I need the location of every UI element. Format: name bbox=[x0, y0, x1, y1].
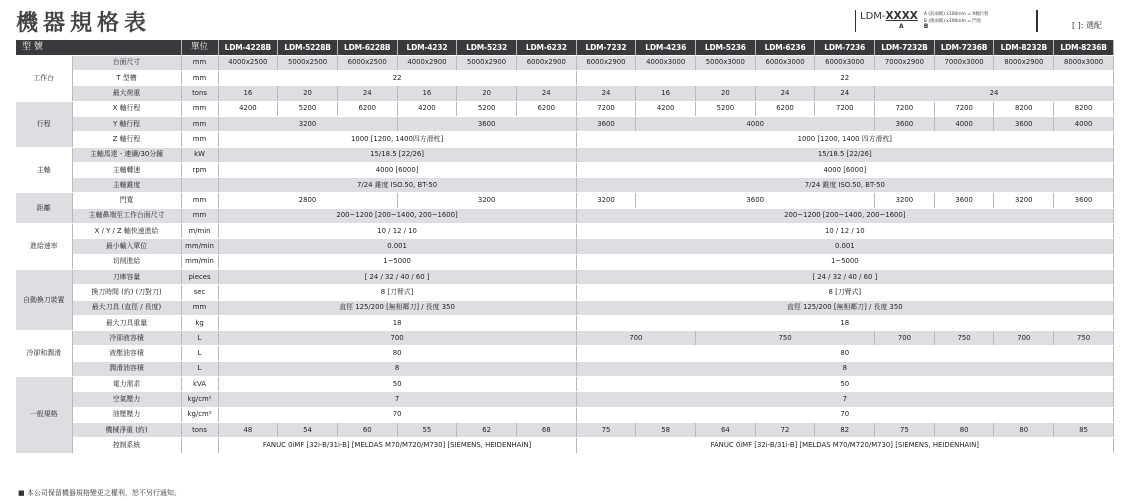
value-cell: 2800 bbox=[218, 193, 397, 208]
unit-cell: mm bbox=[181, 55, 218, 70]
unit-cell: kVA bbox=[181, 377, 218, 392]
table-row bbox=[16, 116, 1114, 131]
table-row bbox=[16, 438, 1114, 453]
value-cell: 16 bbox=[218, 86, 278, 101]
value-cell: 1000 [1200, 1400 四方滑枕] bbox=[576, 132, 1113, 147]
value-cell: 10 / 12 / 10 bbox=[576, 224, 1113, 239]
table-header-row bbox=[16, 40, 1114, 55]
value-cell: 70 bbox=[218, 407, 576, 422]
value-cell: 7/24 錐度 ISO.50, BT-50 bbox=[576, 178, 1113, 193]
unit-cell: mm/min bbox=[181, 254, 218, 269]
spec-item-cell: 最大刀具重量 bbox=[72, 315, 181, 330]
model-header: LDM-6228B bbox=[337, 40, 397, 55]
value-cell: 64 bbox=[696, 422, 756, 437]
value-cell: 22 bbox=[218, 71, 576, 86]
value-cell: 72 bbox=[755, 422, 815, 437]
value-cell: 3200 bbox=[576, 193, 636, 208]
table-row bbox=[16, 407, 1114, 422]
legend-divider bbox=[1036, 10, 1038, 32]
value-cell: 700 bbox=[218, 331, 576, 346]
unit-cell: kg bbox=[181, 315, 218, 330]
value-cell: 7200 bbox=[576, 101, 636, 116]
value-cell: 7200 bbox=[934, 101, 994, 116]
spec-item-cell: 主軸轉速 bbox=[72, 162, 181, 177]
legend-note-a: A (前兩碼) x100mm = X軸行程 bbox=[923, 12, 989, 17]
value-cell: 60 bbox=[337, 422, 397, 437]
value-cell: 82 bbox=[815, 422, 875, 437]
spec-item-cell: Y 軸行程 bbox=[72, 116, 181, 131]
table-row bbox=[16, 239, 1114, 254]
value-cell: 8 bbox=[218, 361, 576, 376]
category-cell: 主軸 bbox=[16, 147, 72, 193]
spec-item-cell: X / Y / Z 軸快速進給 bbox=[72, 224, 181, 239]
value-cell: 50 bbox=[218, 377, 576, 392]
model-header: LDM-5232 bbox=[457, 40, 517, 55]
table-row bbox=[16, 71, 1114, 86]
table-row bbox=[16, 86, 1114, 101]
model-header: LDM-5228B bbox=[278, 40, 338, 55]
value-cell: 15/18.5 [22/26] bbox=[576, 147, 1113, 162]
spec-item-cell: 切削進給 bbox=[72, 254, 181, 269]
value-cell: 6000x2900 bbox=[516, 55, 576, 70]
model-header: LDM-4232 bbox=[397, 40, 457, 55]
unit-cell bbox=[181, 178, 218, 193]
table-row bbox=[16, 285, 1114, 300]
unit-cell: L bbox=[181, 346, 218, 361]
value-cell: 80 bbox=[218, 346, 576, 361]
page-title: 機器規格表 bbox=[16, 11, 152, 36]
value-cell: 75 bbox=[875, 422, 935, 437]
value-cell: 3600 bbox=[1054, 193, 1114, 208]
value-cell: 5200 bbox=[457, 101, 517, 116]
spec-item-cell: 冷卻液容積 bbox=[72, 331, 181, 346]
value-cell: 直徑 125/200 [無相鄰刀] / 長度 350 bbox=[576, 300, 1113, 315]
value-cell: 5200 bbox=[696, 101, 756, 116]
value-cell: 20 bbox=[457, 86, 517, 101]
table-row bbox=[16, 331, 1114, 346]
type-header: 型 號 bbox=[16, 40, 181, 55]
unit-cell: L bbox=[181, 331, 218, 346]
unit-cell: mm bbox=[181, 71, 218, 86]
value-cell: 4200 bbox=[218, 101, 278, 116]
table-row bbox=[16, 224, 1114, 239]
model-header: LDM-4228B bbox=[218, 40, 278, 55]
value-cell: 700 bbox=[576, 331, 695, 346]
spec-item-cell: X 軸行程 bbox=[72, 101, 181, 116]
footnote: ■ 本公司保留機器規格變更之權利，恕不另行通知。 bbox=[18, 489, 181, 497]
spec-item-cell: 台面尺寸 bbox=[72, 55, 181, 70]
spec-item-cell: 液壓油容積 bbox=[72, 346, 181, 361]
model-header: LDM-7236B bbox=[934, 40, 994, 55]
value-cell: 3600 bbox=[576, 116, 636, 131]
unit-cell: L bbox=[181, 361, 218, 376]
unit-cell: mm bbox=[181, 208, 218, 223]
value-cell: 700 bbox=[875, 331, 935, 346]
value-cell: 4000 [6000] bbox=[218, 162, 576, 177]
spec-item-cell: 最大刀具 (直徑 / 長度) bbox=[72, 300, 181, 315]
value-cell: 7/24 錐度 ISO.50, BT-50 bbox=[218, 178, 576, 193]
value-cell: 8 [刀臂式] bbox=[218, 285, 576, 300]
value-cell: 8000x3000 bbox=[1054, 55, 1114, 70]
value-cell: 3600 bbox=[934, 193, 994, 208]
category-cell: 一般規格 bbox=[16, 377, 72, 453]
table-row bbox=[16, 101, 1114, 116]
value-cell: 750 bbox=[934, 331, 994, 346]
unit-cell bbox=[181, 438, 218, 453]
model-header: LDM-8232B bbox=[994, 40, 1054, 55]
unit-cell: kW bbox=[181, 147, 218, 162]
value-cell: 6200 bbox=[755, 101, 815, 116]
value-cell: 3200 bbox=[875, 193, 935, 208]
spec-item-cell: 主軸錐度 bbox=[72, 178, 181, 193]
spec-item-cell: 潤滑油容積 bbox=[72, 361, 181, 376]
spec-item-cell: 控制系統 bbox=[72, 438, 181, 453]
value-cell: 80 bbox=[934, 422, 994, 437]
spec-item-cell: T 型槽 bbox=[72, 71, 181, 86]
unit-cell: kg/cm² bbox=[181, 407, 218, 422]
value-cell: 8200 bbox=[994, 101, 1054, 116]
spec-item-cell: 門寬 bbox=[72, 193, 181, 208]
value-cell: 4000 [6000] bbox=[576, 162, 1113, 177]
value-cell: 7200 bbox=[875, 101, 935, 116]
value-cell: 85 bbox=[1054, 422, 1114, 437]
value-cell: 24 bbox=[576, 86, 636, 101]
table-row bbox=[16, 422, 1114, 437]
unit-cell: mm bbox=[181, 193, 218, 208]
value-cell: 16 bbox=[636, 86, 696, 101]
value-cell: 200~1200 [200~1400, 200~1600] bbox=[576, 208, 1113, 223]
unit-cell: mm/min bbox=[181, 239, 218, 254]
value-cell: 24 bbox=[516, 86, 576, 101]
value-cell: 24 bbox=[875, 86, 1114, 101]
spec-item-cell: 刀庫容量 bbox=[72, 269, 181, 284]
value-cell: 80 bbox=[576, 346, 1113, 361]
value-cell: 5000x2500 bbox=[278, 55, 338, 70]
spec-table-body bbox=[16, 55, 1114, 453]
value-cell: 8 [刀臂式] bbox=[576, 285, 1113, 300]
value-cell: 700 bbox=[994, 331, 1054, 346]
value-cell: 4000 bbox=[636, 116, 875, 131]
table-row bbox=[16, 346, 1114, 361]
value-cell: FANUC 0iMF [32i-B/31i-B] [MELDAS M70/M720/M730] [SIEMENS, HEIDENHAIN] bbox=[576, 438, 1113, 453]
spec-item-cell: 主軸馬達 - 連續/30分鐘 bbox=[72, 147, 181, 162]
spec-item-cell: 電力需求 bbox=[72, 377, 181, 392]
spec-table bbox=[16, 40, 1114, 454]
value-cell: 58 bbox=[636, 422, 696, 437]
model-header: LDM-6236 bbox=[755, 40, 815, 55]
table-row bbox=[16, 55, 1114, 70]
value-cell: 6000x2500 bbox=[337, 55, 397, 70]
value-cell: 4200 bbox=[636, 101, 696, 116]
value-cell: 6000x2900 bbox=[576, 55, 636, 70]
value-cell: 7200 bbox=[815, 101, 875, 116]
value-cell: 4000x3000 bbox=[636, 55, 696, 70]
table-row bbox=[16, 193, 1114, 208]
value-cell: 3600 bbox=[397, 116, 576, 131]
model-header: LDM-6232 bbox=[516, 40, 576, 55]
spec-item-cell: 最大荷重 bbox=[72, 86, 181, 101]
spec-item-cell: 機械淨重 (約) bbox=[72, 422, 181, 437]
unit-cell: tons bbox=[181, 86, 218, 101]
unit-cell: tons bbox=[181, 422, 218, 437]
value-cell: 8 bbox=[576, 361, 1113, 376]
category-cell: 進給速率 bbox=[16, 224, 72, 270]
unit-cell: m/min bbox=[181, 224, 218, 239]
value-cell: 直徑 125/200 [無相鄰刀] / 長度 350 bbox=[218, 300, 576, 315]
table-row bbox=[16, 178, 1114, 193]
value-cell: 6000x3000 bbox=[755, 55, 815, 70]
value-cell: 3600 bbox=[636, 193, 875, 208]
table-row bbox=[16, 162, 1114, 177]
category-cell: 冷卻和潤滑 bbox=[16, 331, 72, 377]
value-cell: 15/18.5 [22/26] bbox=[218, 147, 576, 162]
value-cell: 7 bbox=[576, 392, 1113, 407]
table-row bbox=[16, 208, 1114, 223]
value-cell: 24 bbox=[815, 86, 875, 101]
value-cell: 7 bbox=[218, 392, 576, 407]
model-code-legend bbox=[855, 10, 1038, 32]
spec-item-cell: 空氣壓力 bbox=[72, 392, 181, 407]
value-cell: 750 bbox=[696, 331, 875, 346]
value-cell: 4000 bbox=[934, 116, 994, 131]
table-row bbox=[16, 269, 1114, 284]
legend-sub-labels: A B bbox=[899, 23, 938, 30]
value-cell: 4200 bbox=[397, 101, 457, 116]
value-cell: 22 bbox=[576, 71, 1113, 86]
value-cell: 20 bbox=[696, 86, 756, 101]
value-cell: 200~1200 [200~1400, 200~1600] bbox=[218, 208, 576, 223]
spec-item-cell: 油壓壓力 bbox=[72, 407, 181, 422]
spec-item-cell: 最小輸入單位 bbox=[72, 239, 181, 254]
value-cell: 3200 bbox=[994, 193, 1054, 208]
table-row bbox=[16, 300, 1114, 315]
value-cell: 55 bbox=[397, 422, 457, 437]
value-cell: 7000x3000 bbox=[934, 55, 994, 70]
value-cell: 70 bbox=[576, 407, 1113, 422]
legend-note-b: B (後兩碼) x100mm = 門寬 bbox=[923, 19, 982, 24]
value-cell: 0.001 bbox=[576, 239, 1113, 254]
legend-model-code: LDM-XXXX bbox=[860, 10, 918, 22]
value-cell: 5000x3000 bbox=[696, 55, 756, 70]
value-cell: 3600 bbox=[875, 116, 935, 131]
unit-header: 單位 bbox=[181, 40, 218, 55]
value-cell: 3600 bbox=[994, 116, 1054, 131]
value-cell: 3200 bbox=[397, 193, 576, 208]
value-cell: 18 bbox=[576, 315, 1113, 330]
table-row bbox=[16, 392, 1114, 407]
value-cell: 1000 [1200, 1400四方滑枕] bbox=[218, 132, 576, 147]
value-cell: 1~5000 bbox=[576, 254, 1113, 269]
value-cell: 8200 bbox=[1054, 101, 1114, 116]
value-cell: 6200 bbox=[337, 101, 397, 116]
value-cell: 18 bbox=[218, 315, 576, 330]
category-cell: 行程 bbox=[16, 101, 72, 147]
value-cell: 10 / 12 / 10 bbox=[218, 224, 576, 239]
unit-cell: sec bbox=[181, 285, 218, 300]
value-cell: 5000x2900 bbox=[457, 55, 517, 70]
option-marker-note: [ ]: 選配 bbox=[1072, 21, 1103, 30]
value-cell: 24 bbox=[337, 86, 397, 101]
unit-cell: pieces bbox=[181, 269, 218, 284]
spec-item-cell: 主軸鼻端至工作台面尺寸 bbox=[72, 208, 181, 223]
model-header: LDM-8236B bbox=[1054, 40, 1114, 55]
table-row bbox=[16, 254, 1114, 269]
spec-item-cell: 換刀時間 (約) (刀對刀) bbox=[72, 285, 181, 300]
value-cell: 4000x2900 bbox=[397, 55, 457, 70]
value-cell: 68 bbox=[516, 422, 576, 437]
table-row bbox=[16, 361, 1114, 376]
value-cell: 3200 bbox=[218, 116, 397, 131]
unit-cell: mm bbox=[181, 116, 218, 131]
table-row bbox=[16, 147, 1114, 162]
model-header: LDM-7236 bbox=[815, 40, 875, 55]
value-cell: FANUC 0iMF [32i-B/31i-B] [MELDAS M70/M720/M730] [SIEMENS, HEIDENHAIN] bbox=[218, 438, 576, 453]
value-cell: 4000 bbox=[1054, 116, 1114, 131]
table-row bbox=[16, 132, 1114, 147]
unit-cell: kg/cm² bbox=[181, 392, 218, 407]
category-cell: 工作台 bbox=[16, 55, 72, 101]
spec-item-cell: Z 軸行程 bbox=[72, 132, 181, 147]
value-cell: 75 bbox=[576, 422, 636, 437]
value-cell: 5200 bbox=[278, 101, 338, 116]
value-cell: 6200 bbox=[516, 101, 576, 116]
value-cell: [ 24 / 32 / 40 / 60 ] bbox=[576, 269, 1113, 284]
model-header: LDM-4236 bbox=[636, 40, 696, 55]
value-cell: 6000x3000 bbox=[815, 55, 875, 70]
value-cell: 24 bbox=[755, 86, 815, 101]
table-row bbox=[16, 377, 1114, 392]
model-header: LDM-7232 bbox=[576, 40, 636, 55]
category-cell: 距離 bbox=[16, 193, 72, 224]
value-cell: 750 bbox=[1054, 331, 1114, 346]
value-cell: 16 bbox=[397, 86, 457, 101]
value-cell: 54 bbox=[278, 422, 338, 437]
value-cell: 20 bbox=[278, 86, 338, 101]
value-cell: 8000x2900 bbox=[994, 55, 1054, 70]
unit-cell: mm bbox=[181, 101, 218, 116]
model-header: LDM-5236 bbox=[696, 40, 756, 55]
value-cell: 1~5000 bbox=[218, 254, 576, 269]
value-cell: 7000x2900 bbox=[875, 55, 935, 70]
value-cell: 0.001 bbox=[218, 239, 576, 254]
value-cell: [ 24 / 32 / 40 / 60 ] bbox=[218, 269, 576, 284]
unit-cell: rpm bbox=[181, 162, 218, 177]
value-cell: 4000x2500 bbox=[218, 55, 278, 70]
value-cell: 80 bbox=[994, 422, 1054, 437]
category-cell: 自動換刀裝置 bbox=[16, 269, 72, 330]
unit-cell: mm bbox=[181, 132, 218, 147]
table-row bbox=[16, 315, 1114, 330]
unit-cell: mm bbox=[181, 300, 218, 315]
value-cell: 62 bbox=[457, 422, 517, 437]
value-cell: 48 bbox=[218, 422, 278, 437]
model-header: LDM-7232B bbox=[875, 40, 935, 55]
value-cell: 50 bbox=[576, 377, 1113, 392]
